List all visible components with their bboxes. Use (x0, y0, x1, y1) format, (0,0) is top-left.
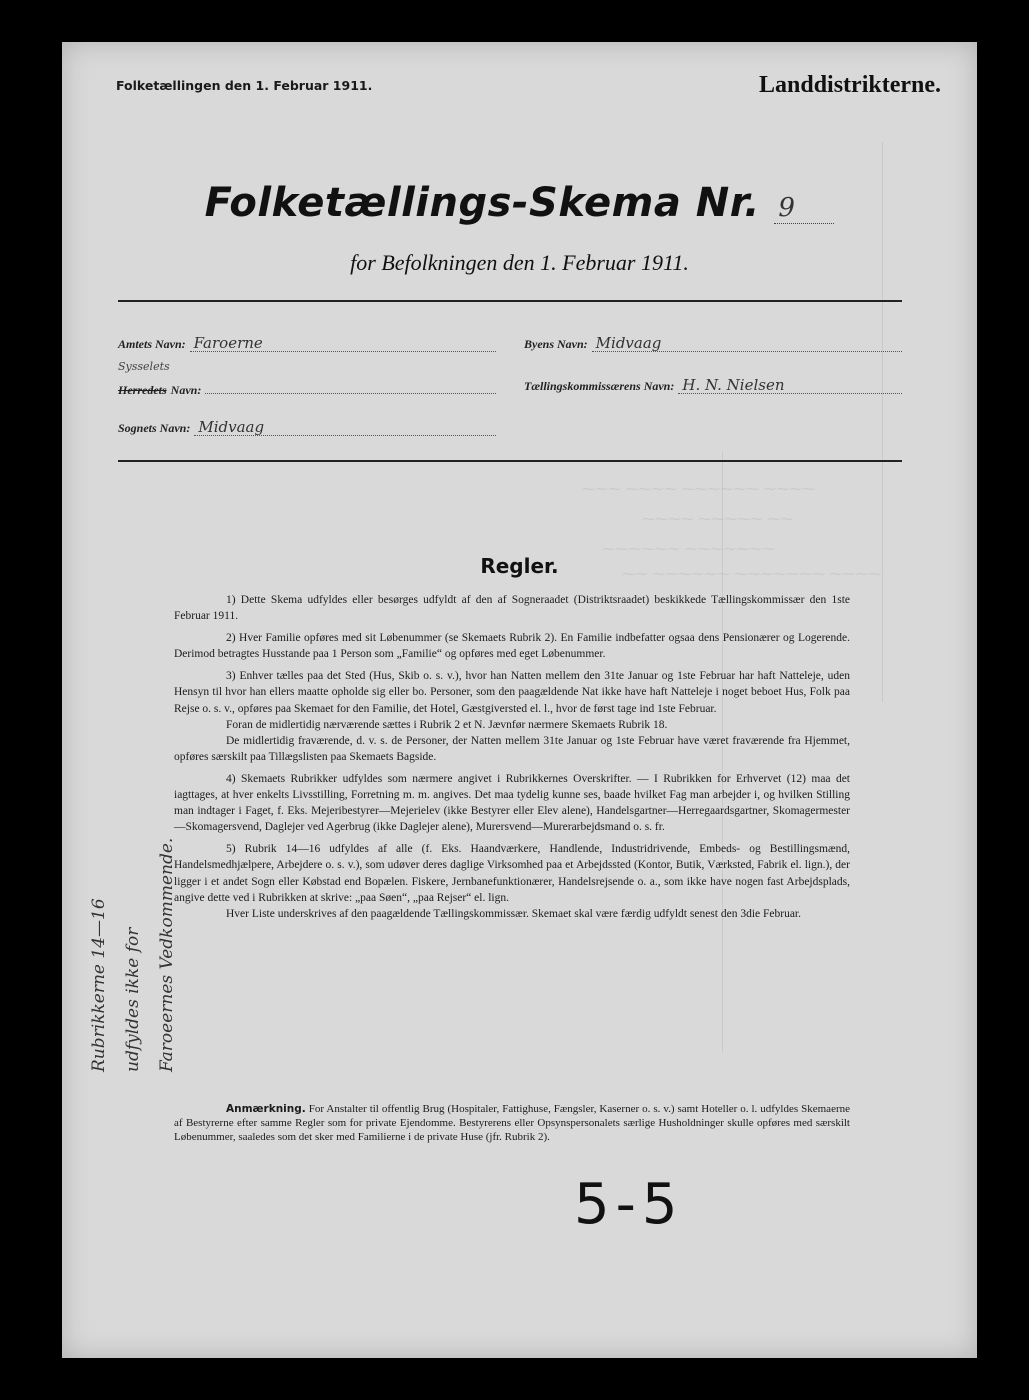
rule-3-note: Foran de midlertidig nærværende sættes i Rubrik 2 et N. Jævnfør nærmere Skemaets Rubrik 18. (226, 718, 668, 731)
fields-divider (118, 460, 902, 462)
margin-note-line-2: udfyldes ikke for (123, 927, 143, 1072)
bleed-through-line (882, 142, 883, 702)
margin-note-line-1: Rubrikkerne 14—16 (89, 898, 109, 1072)
kommissaer-value: H. N. Nielsen (678, 376, 902, 394)
form-title (62, 180, 977, 226)
margin-note-line-3: Faroeernes Vedkommende. (157, 837, 177, 1072)
rule-1: 1) Dette Skema udfyldes eller besørges udfyldt af den af Sogneraadet (Distriktsraadet) beskikkede Tællingskommissær den 1ste Februar 1911. (174, 594, 850, 623)
bleed-through-text: ⁓⁓⁓⁓ ⁓⁓⁓⁓⁓ ⁓⁓ (642, 512, 794, 527)
sogn-label: Sognets Navn: (118, 421, 191, 435)
rules-heading: Regler. (480, 554, 559, 578)
amt-field (118, 334, 496, 352)
bleed-through-text: ⁓⁓ ⁓⁓⁓⁓⁓⁓ ⁓⁓⁓⁓⁓⁓⁓ ⁓⁓⁓⁓ (622, 567, 882, 582)
rule-4: 4) Skemaets Rubrikker udfyldes som nærmere angivet i Rubrikkernes Overskrifter. — I Rubrikken for Erhvervet (12) maa det iagttages, at hver enkelts Livsstilling, Forretning m. m. angives. Det maa tydelig kunne ses, baade hvilket Fag man arbejder i, og hvilken Stilling man indtager i Faget, f. Eks. Mejeribestyrer—Mejerielev (ikke Bestyrer eller Elev alene), Handelsgartner—Herregaardsgartner, Skomagermester—Skomagersvend, Daglejer ved Agerbrug (ikke Daglejer alene), Murersvend—Murerarbejdsmand o. s. fr. (174, 772, 850, 834)
kommissaer-label: Tællingskommissærens Navn: (524, 379, 675, 393)
amt-label: Amtets Navn: (118, 337, 186, 351)
herred-field (118, 376, 496, 398)
by-label: Byens Navn: (524, 337, 588, 351)
census-form-page (62, 42, 977, 1358)
district-type-header: Landdistrikterne. (758, 72, 941, 98)
bleed-through-text: ⁓⁓⁓ ⁓⁓⁓⁓ ⁓⁓⁓⁓⁓⁓ ⁓⁓⁓⁓ (582, 482, 816, 497)
form-title-text: Folketællings-Skema Nr. (204, 180, 760, 226)
anmaerkning-note (174, 1102, 850, 1144)
herred-correction: Sysselets (118, 360, 170, 373)
rule-2: 2) Hver Familie opføres med sit Løbenummer (se Skemaets Rubrik 2). En Familie indbefatter ogsaa dens Pensionærer og Logerende. Derimod betragtes Husstande paa 1 Person som „Familie“ og opføres med eget Løbenummer. (174, 632, 850, 661)
sogn-value: Midvaag (194, 418, 496, 436)
rule-5-signature: Hver Liste underskrives af den paagældende Tællingskommissær. Skemaet skal være færdig udfyldt senest den 3die Februar. (226, 907, 801, 920)
herred-label: Herredets (118, 383, 167, 397)
kommissaer-field (524, 376, 902, 394)
census-date-header: Folketællingen den 1. Februar 1911. (116, 78, 373, 93)
anmaerkning-label: Anmærkning. (226, 1103, 306, 1115)
top-divider (118, 300, 902, 302)
amt-value: Faroerne (190, 334, 496, 352)
rule-5: 5) Rubrik 14—16 udfyldes af alle (f. Eks. Haandværkere, Handlende, Industridrivende, Embeds- og Bestillingsmænd, Handelsmedhjælpere, Arbejdere o. s. v.), som udøver deres daglige Virksomhed paa et Arbejdssted (Kontor, Butik, Værksted, Fabrik el. lign.), der ligger i et andet Sogn eller Købstad end Bopælen. Fiskere, Jernbanefunktionærer, Handelsrejsende o. a., som ikke have nogen fast Arbejdsplads, angive dette ved i Rubrikken at skrive: „paa Søen“, „paa Rejser“ el. lign. (174, 843, 850, 904)
anmaerkning-text: For Anstalter til offentlig Brug (Hospitaler, Fattighuse, Fængsler, Kaserner o. s. v.) samt Hoteller o. l. udfyldes Skemaerne af Bestyrerne efter samme Regler som for private Ejendomme. Bestyrerens eller Opsynspersonalets særlige Husholdninger skulle opføres med særskilt Løbenummer, saaledes som det sker med Familierne i de private Huse (jfr. Rubrik 2). (174, 1103, 850, 1143)
by-field (524, 334, 902, 352)
by-value: Midvaag (592, 334, 902, 352)
rules-body (174, 592, 850, 928)
form-subtitle: for Befolkningen den 1. Februar 1911. (350, 250, 689, 275)
bleed-through-text: ⁓⁓⁓⁓⁓⁓ ⁓⁓⁓⁓⁓⁓⁓ (602, 542, 776, 557)
rule-3-absent: De midlertidig fraværende, d. v. s. de Personer, der Natten mellem 31te Januar og 1ste Februar have været fraværende fra Hjemmet, opføres særskilt paa Tillægslisten paa Skemaets Bagside. (174, 734, 850, 763)
herred-suffix: Navn: (170, 383, 202, 397)
rule-3: 3) Enhver tælles paa det Sted (Hus, Skib o. s. v.), hvor han Natten mellem den 31te Januar og 1ste Februar har haft Natteleje, uden Hensyn til hvor han ellers maatte opholde sig eller bo. Personer, som den paagældende Nat ikke have haft Natteleje i noget beboet Hus, Folk paa Rejse o. s. v., opføres paa Skemaet for den Familie, det Hotel, Gæstgiversted el. l., hvor de først tage ind 1ste Februar. (174, 670, 850, 715)
sogn-field (118, 418, 496, 436)
margin-handwritten-note (82, 838, 184, 1072)
handwritten-page-number: 5-5 (574, 1172, 684, 1237)
form-number: 9 (774, 193, 834, 224)
herred-value (205, 376, 496, 394)
